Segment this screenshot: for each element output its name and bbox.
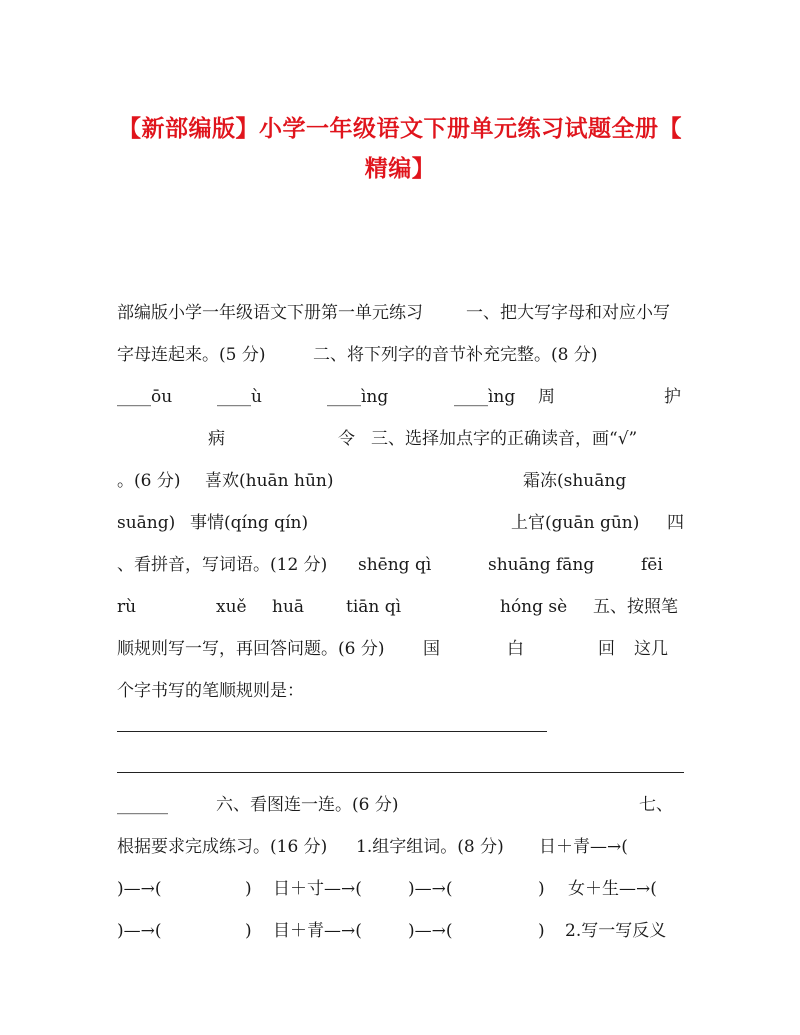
compose-ri-qing: 日＋青—→(: [539, 837, 628, 857]
choice-shuangdong-cont: suāng): [117, 513, 176, 533]
question-7-text: 根据要求完成练习。(16 分): [117, 837, 328, 857]
compose-blank-4b: ): [538, 921, 545, 941]
pinyin-fei: fēi: [641, 555, 663, 575]
compose-blank-3a: )—→(: [117, 921, 162, 941]
answer-line-1: [117, 731, 547, 732]
question-5-prompt-cont: 个字书写的笔顺规则是：: [117, 681, 304, 701]
choice-shiqing: 事情(qíng qín): [190, 513, 309, 533]
compose-blank-2a: )—→(: [408, 879, 453, 899]
char-hui: 回: [598, 639, 615, 659]
choice-huanxi: 喜欢(huān hūn): [205, 471, 334, 491]
question-5-prompt: 这几: [634, 639, 668, 659]
text-line-2: [0, 340, 800, 370]
question-2-text: 二、将下列字的音节补充完整。(8 分): [313, 345, 598, 365]
choice-shangguan: 上官(guān gūn): [511, 513, 640, 533]
answer-line-3: ______: [117, 795, 168, 815]
question-7-number: 七、: [639, 795, 673, 815]
page-title-line-1: 【新部编版】小学一年级语文下册单元练习试题全册【: [118, 116, 682, 142]
text-line-1: [0, 298, 800, 328]
pinyin-blank-1: ____ōu: [117, 387, 173, 407]
text-line-13: [0, 790, 800, 820]
question-1-text: 一、把大写字母和对应小写: [466, 303, 670, 323]
text-line-6: [0, 508, 800, 538]
unit-heading: 部编版小学一年级语文下册第一单元练习: [117, 303, 423, 323]
compose-nv-sheng: 女＋生—→(: [568, 879, 657, 899]
text-line-16: [0, 916, 800, 946]
compose-blank-3b: ): [245, 921, 252, 941]
text-line-9: [0, 634, 800, 664]
char-zhou: 周: [538, 387, 555, 407]
char-ling: 令: [338, 429, 355, 449]
question-4-number: 四: [667, 513, 684, 533]
pinyin-hua: huā: [272, 597, 305, 617]
pinyin-shuangfang: shuāng fāng: [488, 555, 595, 575]
question-6-text: 六、看图连一连。(6 分): [216, 795, 399, 815]
question-3-score: 。(6 分): [117, 471, 181, 491]
pinyin-blank-2: ____ù: [217, 387, 262, 407]
pinyin-tianqi: tiān qì: [346, 597, 402, 617]
compose-blank-4a: )—→(: [408, 921, 453, 941]
text-line-14: [0, 832, 800, 862]
char-hu: 护: [664, 387, 681, 407]
char-guo: 国: [423, 639, 440, 659]
subquestion-1-text: 1.组字组词。(8 分): [356, 837, 504, 857]
choice-shuangdong: 霜冻(shuāng: [523, 471, 627, 491]
pinyin-shengqi: shēng qì: [358, 555, 432, 575]
subquestion-2-text: 2.写一写反义: [565, 921, 667, 941]
pinyin-blank-4: ____ìng: [454, 387, 516, 407]
page-title-line-2: 精编】: [364, 156, 436, 182]
question-1-text-cont: 字母连起来。(5 分): [117, 345, 266, 365]
text-line-15: [0, 874, 800, 904]
question-5-text-cont: 顺规则写一写，再回答问题。(6 分): [117, 639, 385, 659]
text-line-10: [0, 676, 800, 706]
char-bing: 病: [208, 429, 225, 449]
compose-mu-qing: 目＋青—→(: [273, 921, 362, 941]
text-line-5: [0, 466, 800, 496]
compose-blank-1b: ): [245, 879, 252, 899]
answer-line-2: [117, 772, 684, 773]
pinyin-xue: xuě: [216, 597, 247, 617]
text-line-3: [0, 382, 800, 412]
text-line-4: [0, 424, 800, 454]
compose-blank-1a: )—→(: [117, 879, 162, 899]
pinyin-ru: rù: [117, 597, 137, 617]
text-line-8: [0, 592, 800, 622]
pinyin-blank-3: ____ìng: [327, 387, 389, 407]
text-line-7: [0, 550, 800, 580]
compose-blank-2b: ): [538, 879, 545, 899]
question-5-text: 五、按照笔: [593, 597, 678, 617]
char-bai: 白: [507, 639, 524, 659]
question-3-text: 三、选择加点字的正确读音，画“√”: [371, 429, 638, 449]
question-4-text: 、看拼音，写词语。(12 分): [117, 555, 328, 575]
pinyin-hongse: hóng sè: [500, 597, 568, 617]
compose-ri-cun: 日＋寸—→(: [273, 879, 362, 899]
